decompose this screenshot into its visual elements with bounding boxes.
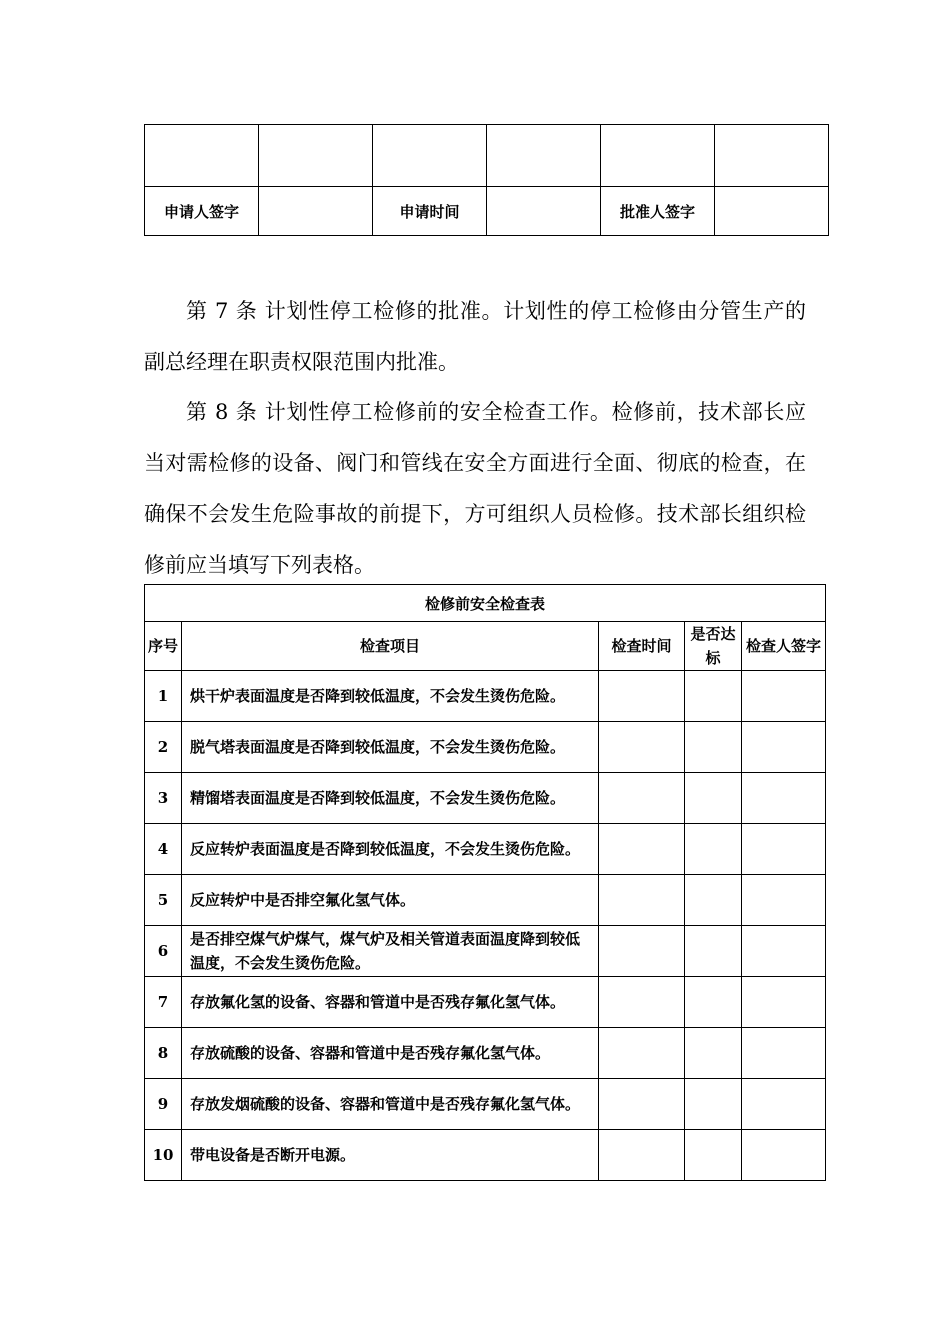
row-ok-field[interactable] xyxy=(685,926,742,977)
row-check-time-field[interactable] xyxy=(599,773,685,824)
row-check-time-field[interactable] xyxy=(599,926,685,977)
approver-signature-label: 批准人签字 xyxy=(601,187,715,236)
signature-row xyxy=(145,187,829,236)
table-row xyxy=(145,671,826,722)
applicant-signature-field[interactable] xyxy=(259,187,373,236)
header-ok: 是否达标 xyxy=(685,622,742,671)
blank-cell xyxy=(259,125,373,187)
row-number: 7 xyxy=(145,977,182,1028)
row-signer-field[interactable] xyxy=(742,875,826,926)
row-number: 1 xyxy=(145,671,182,722)
blank-row xyxy=(145,125,829,187)
row-number: 6 xyxy=(145,926,182,977)
table-row xyxy=(145,1130,826,1181)
row-check-item: 反应转炉中是否排空氟化氢气体。 xyxy=(182,875,599,926)
row-check-time-field[interactable] xyxy=(599,875,685,926)
row-ok-field[interactable] xyxy=(685,722,742,773)
row-signer-field[interactable] xyxy=(742,926,826,977)
row-ok-field[interactable] xyxy=(685,773,742,824)
row-check-item: 脱气塔表面温度是否降到较低温度，不会发生烫伤危险。 xyxy=(182,722,599,773)
applicant-signature-label: 申请人签字 xyxy=(145,187,259,236)
blank-cell xyxy=(487,125,601,187)
table-row xyxy=(145,926,826,977)
row-number: 4 xyxy=(145,824,182,875)
row-signer-field[interactable] xyxy=(742,1028,826,1079)
row-number: 9 xyxy=(145,1079,182,1130)
blank-cell xyxy=(373,125,487,187)
row-signer-field[interactable] xyxy=(742,824,826,875)
row-ok-field[interactable] xyxy=(685,824,742,875)
header-signer: 检查人签字 xyxy=(742,622,826,671)
row-number: 8 xyxy=(145,1028,182,1079)
row-signer-field[interactable] xyxy=(742,977,826,1028)
table-body xyxy=(145,671,826,1181)
row-signer-field[interactable] xyxy=(742,773,826,824)
table-row xyxy=(145,875,826,926)
row-signer-field[interactable] xyxy=(742,1130,826,1181)
application-table xyxy=(144,124,829,236)
safety-check-table xyxy=(144,584,826,1181)
row-check-time-field[interactable] xyxy=(599,1079,685,1130)
table-title-row xyxy=(145,585,826,622)
row-number: 10 xyxy=(145,1130,182,1181)
row-ok-field[interactable] xyxy=(685,977,742,1028)
row-number: 5 xyxy=(145,875,182,926)
row-check-time-field[interactable] xyxy=(599,1130,685,1181)
table-row xyxy=(145,977,826,1028)
row-check-time-field[interactable] xyxy=(599,1028,685,1079)
row-number: 2 xyxy=(145,722,182,773)
table-row xyxy=(145,722,826,773)
header-item: 检查项目 xyxy=(182,622,599,671)
row-check-time-field[interactable] xyxy=(599,722,685,773)
row-ok-field[interactable] xyxy=(685,875,742,926)
row-check-item: 存放发烟硫酸的设备、容器和管道中是否残存氟化氢气体。 xyxy=(182,1079,599,1130)
row-check-item: 存放硫酸的设备、容器和管道中是否残存氟化氢气体。 xyxy=(182,1028,599,1079)
table-title: 检修前安全检查表 xyxy=(145,585,826,622)
row-check-time-field[interactable] xyxy=(599,824,685,875)
blank-cell xyxy=(601,125,715,187)
application-time-field[interactable] xyxy=(487,187,601,236)
table-row xyxy=(145,1028,826,1079)
blank-cell xyxy=(145,125,259,187)
article-7-paragraph: 第 7 条 计划性停工检修的批准。计划性的停工检修由分管生产的副总经理在职责权限范围内批准。 xyxy=(144,299,806,374)
header-time: 检查时间 xyxy=(599,622,685,671)
approver-signature-field[interactable] xyxy=(715,187,829,236)
application-time-label: 申请时间 xyxy=(373,187,487,236)
row-check-item: 反应转炉表面温度是否降到较低温度，不会发生烫伤危险。 xyxy=(182,824,599,875)
row-ok-field[interactable] xyxy=(685,1028,742,1079)
row-check-item: 带电设备是否断开电源。 xyxy=(182,1130,599,1181)
header-seq: 序号 xyxy=(145,622,182,671)
row-signer-field[interactable] xyxy=(742,671,826,722)
row-ok-field[interactable] xyxy=(685,1130,742,1181)
row-check-item: 精馏塔表面温度是否降到较低温度，不会发生烫伤危险。 xyxy=(182,773,599,824)
table-row xyxy=(145,773,826,824)
row-check-item: 存放氟化氢的设备、容器和管道中是否残存氟化氢气体。 xyxy=(182,977,599,1028)
row-signer-field[interactable] xyxy=(742,1079,826,1130)
row-ok-field[interactable] xyxy=(685,1079,742,1130)
article-8-paragraph: 第 8 条 计划性停工检修前的安全检查工作。检修前，技术部长应当对需检修的设备、阀门和管线在安全方面进行全面、彻底的检查，在确保不会发生危险事故的前提下，方可组织人员检修。技术部长组织检修前应当填写下列表格。 xyxy=(144,400,806,577)
row-check-item: 烘干炉表面温度是否降到较低温度，不会发生烫伤危险。 xyxy=(182,671,599,722)
row-check-time-field[interactable] xyxy=(599,671,685,722)
table-header-row xyxy=(145,622,826,671)
row-check-time-field[interactable] xyxy=(599,977,685,1028)
row-signer-field[interactable] xyxy=(742,722,826,773)
row-number: 3 xyxy=(145,773,182,824)
blank-cell xyxy=(715,125,829,187)
table-row xyxy=(145,1079,826,1130)
row-check-item: 是否排空煤气炉煤气，煤气炉及相关管道表面温度降到较低温度，不会发生烫伤危险。 xyxy=(182,926,599,977)
row-ok-field[interactable] xyxy=(685,671,742,722)
table-row xyxy=(145,824,826,875)
